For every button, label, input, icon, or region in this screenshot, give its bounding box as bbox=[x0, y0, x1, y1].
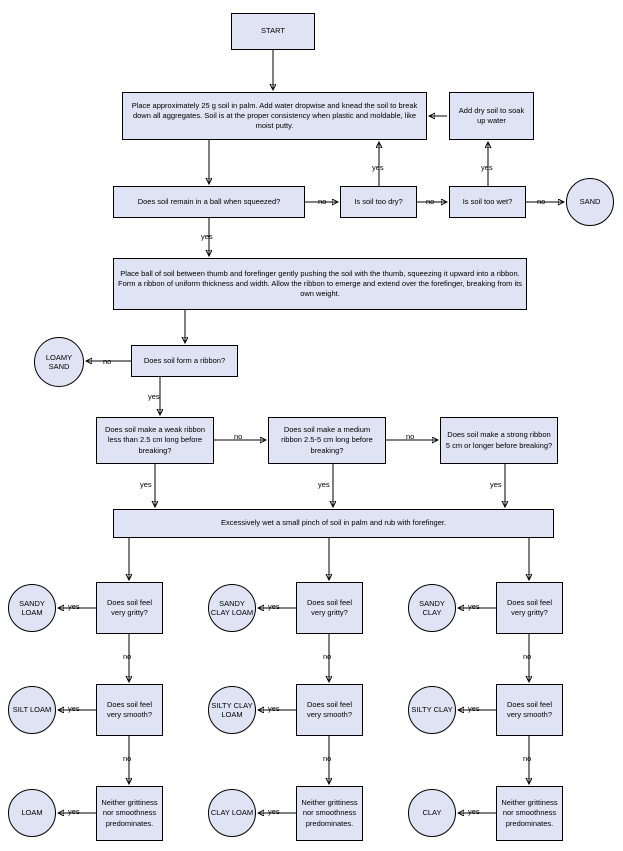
node-does-soil-form-ribbon[interactable] bbox=[131, 345, 238, 377]
node-ribbon-instructions[interactable] bbox=[113, 258, 527, 310]
node-does-soil-remain-ball[interactable] bbox=[113, 186, 305, 218]
terminal-silt-loam[interactable] bbox=[8, 686, 56, 734]
edge-label: no bbox=[406, 432, 415, 441]
edge-label: yes bbox=[148, 392, 160, 401]
node-label: Does soil feel very gritty? bbox=[106, 597, 153, 617]
edge-label: yes bbox=[140, 480, 152, 489]
edge-label: yes bbox=[372, 163, 384, 172]
edge-label: no bbox=[537, 197, 546, 206]
edge-label: yes bbox=[468, 704, 480, 713]
terminal-loam[interactable] bbox=[8, 789, 56, 837]
edge-label: no bbox=[123, 754, 132, 763]
node-label: Does soil make a weak ribbon less than 2.5 cm long before breaking? bbox=[104, 425, 206, 455]
terminal-silty-clay[interactable] bbox=[408, 686, 456, 734]
node-label: SILT LOAM bbox=[12, 705, 52, 715]
node-label: SANDY CLAY bbox=[419, 598, 445, 617]
terminal-sand[interactable] bbox=[566, 178, 614, 226]
terminal-clay-loam[interactable] bbox=[208, 789, 256, 837]
edge-label: yes bbox=[468, 807, 480, 816]
node-label: CLAY bbox=[422, 808, 442, 818]
node-is-soil-too-wet[interactable] bbox=[449, 186, 526, 218]
node-gritty-2[interactable] bbox=[296, 582, 363, 634]
edge-label: no bbox=[323, 652, 332, 661]
edge-label: no bbox=[523, 652, 532, 661]
terminal-clay[interactable] bbox=[408, 789, 456, 837]
node-label: SILTY CLAY bbox=[411, 705, 453, 715]
node-gritty-1[interactable] bbox=[96, 582, 163, 634]
edge-label: no bbox=[523, 754, 532, 763]
node-label: Neither grittiness nor smoothness predominates. bbox=[101, 798, 158, 828]
edge-label: yes bbox=[268, 807, 280, 816]
edge-label: yes bbox=[318, 480, 330, 489]
node-label: Does soil make a strong ribbon 5 cm or longer before breaking? bbox=[445, 430, 553, 450]
node-label: LOAMY SAND bbox=[45, 352, 73, 371]
edge-label: yes bbox=[481, 163, 493, 172]
edge-label: yes bbox=[490, 480, 502, 489]
node-label: Place approximately 25 g soil in palm. Add water dropwise and knead the soil to break down all aggregates. Soil is at the proper consistency when plastic and moldable, like moist putty. bbox=[131, 100, 418, 131]
edge-label: no bbox=[103, 357, 112, 366]
node-neither-3[interactable] bbox=[496, 786, 563, 841]
edge-label: no bbox=[234, 432, 243, 441]
node-label: Add dry soil to soak up water bbox=[458, 105, 525, 125]
node-wet-pinch-instruction[interactable] bbox=[113, 509, 554, 538]
node-strong-ribbon[interactable] bbox=[440, 417, 558, 464]
edge-label: yes bbox=[68, 602, 80, 611]
node-label: CLAY LOAM bbox=[210, 808, 254, 818]
node-label: SAND bbox=[579, 197, 601, 207]
edge-label: no bbox=[323, 754, 332, 763]
node-label: Does soil remain in a ball when squeezed? bbox=[137, 196, 281, 206]
node-label: Neither grittiness nor smoothness predominates. bbox=[301, 798, 358, 828]
node-label: Does soil feel very smooth? bbox=[506, 699, 553, 719]
node-label: Does soil feel very gritty? bbox=[506, 597, 553, 617]
edge-label: yes bbox=[201, 232, 213, 241]
node-label: SANDY CLAY LOAM bbox=[210, 598, 254, 617]
edge-label: yes bbox=[268, 602, 280, 611]
node-medium-ribbon[interactable] bbox=[268, 417, 386, 464]
node-label: START bbox=[261, 26, 285, 36]
node-label: Is soil too dry? bbox=[354, 196, 403, 206]
terminal-sandy-clay-loam[interactable] bbox=[208, 584, 256, 632]
edge-label: no bbox=[426, 197, 435, 206]
node-label: Does soil feel very gritty? bbox=[306, 597, 353, 617]
node-label: Excessively wet a small pinch of soil in palm and rub with forefinger. bbox=[220, 518, 447, 528]
edge-label: yes bbox=[468, 602, 480, 611]
edge-label: yes bbox=[268, 704, 280, 713]
node-smooth-2[interactable] bbox=[296, 684, 363, 736]
terminal-silty-clay-loam[interactable] bbox=[208, 686, 256, 734]
node-label: Neither grittiness nor smoothness predominates. bbox=[501, 798, 558, 828]
edge-label: yes bbox=[68, 704, 80, 713]
node-smooth-3[interactable] bbox=[496, 684, 563, 736]
node-start[interactable] bbox=[231, 13, 315, 50]
node-add-dry-soil[interactable] bbox=[449, 92, 534, 140]
node-is-soil-too-dry[interactable] bbox=[340, 186, 417, 218]
edge-label: no bbox=[318, 197, 327, 206]
edge-label: no bbox=[123, 652, 132, 661]
node-label: Does soil feel very smooth? bbox=[106, 699, 153, 719]
terminal-loamy-sand[interactable] bbox=[34, 337, 84, 387]
node-label: Place ball of soil between thumb and forefinger gently pushing the soil with the thumb, squeezing it upward into a ribbon. Form a ribbon of uniform thickness and width. Allow the ribbon to emerge and extend over the forefinger, breaking from its own weight. bbox=[118, 268, 522, 299]
node-label: SANDY LOAM bbox=[19, 598, 45, 617]
node-smooth-1[interactable] bbox=[96, 684, 163, 736]
node-label: SILTY CLAY LOAM bbox=[211, 700, 253, 719]
node-label: Does soil make a medium ribbon 2.5-5 cm long before breaking? bbox=[281, 425, 373, 455]
edge-label: yes bbox=[68, 807, 80, 816]
node-neither-2[interactable] bbox=[296, 786, 363, 841]
node-gritty-3[interactable] bbox=[496, 582, 563, 634]
node-knead-soil[interactable] bbox=[122, 92, 427, 140]
terminal-sandy-clay[interactable] bbox=[408, 584, 456, 632]
node-weak-ribbon[interactable] bbox=[96, 417, 214, 464]
node-label: Is soil too wet? bbox=[462, 196, 513, 206]
terminal-sandy-loam[interactable] bbox=[8, 584, 56, 632]
node-neither-1[interactable] bbox=[96, 786, 163, 841]
node-label: LOAM bbox=[21, 808, 43, 818]
node-label: Does soil feel very smooth? bbox=[306, 699, 353, 719]
node-label: Does soil form a ribbon? bbox=[143, 355, 226, 365]
